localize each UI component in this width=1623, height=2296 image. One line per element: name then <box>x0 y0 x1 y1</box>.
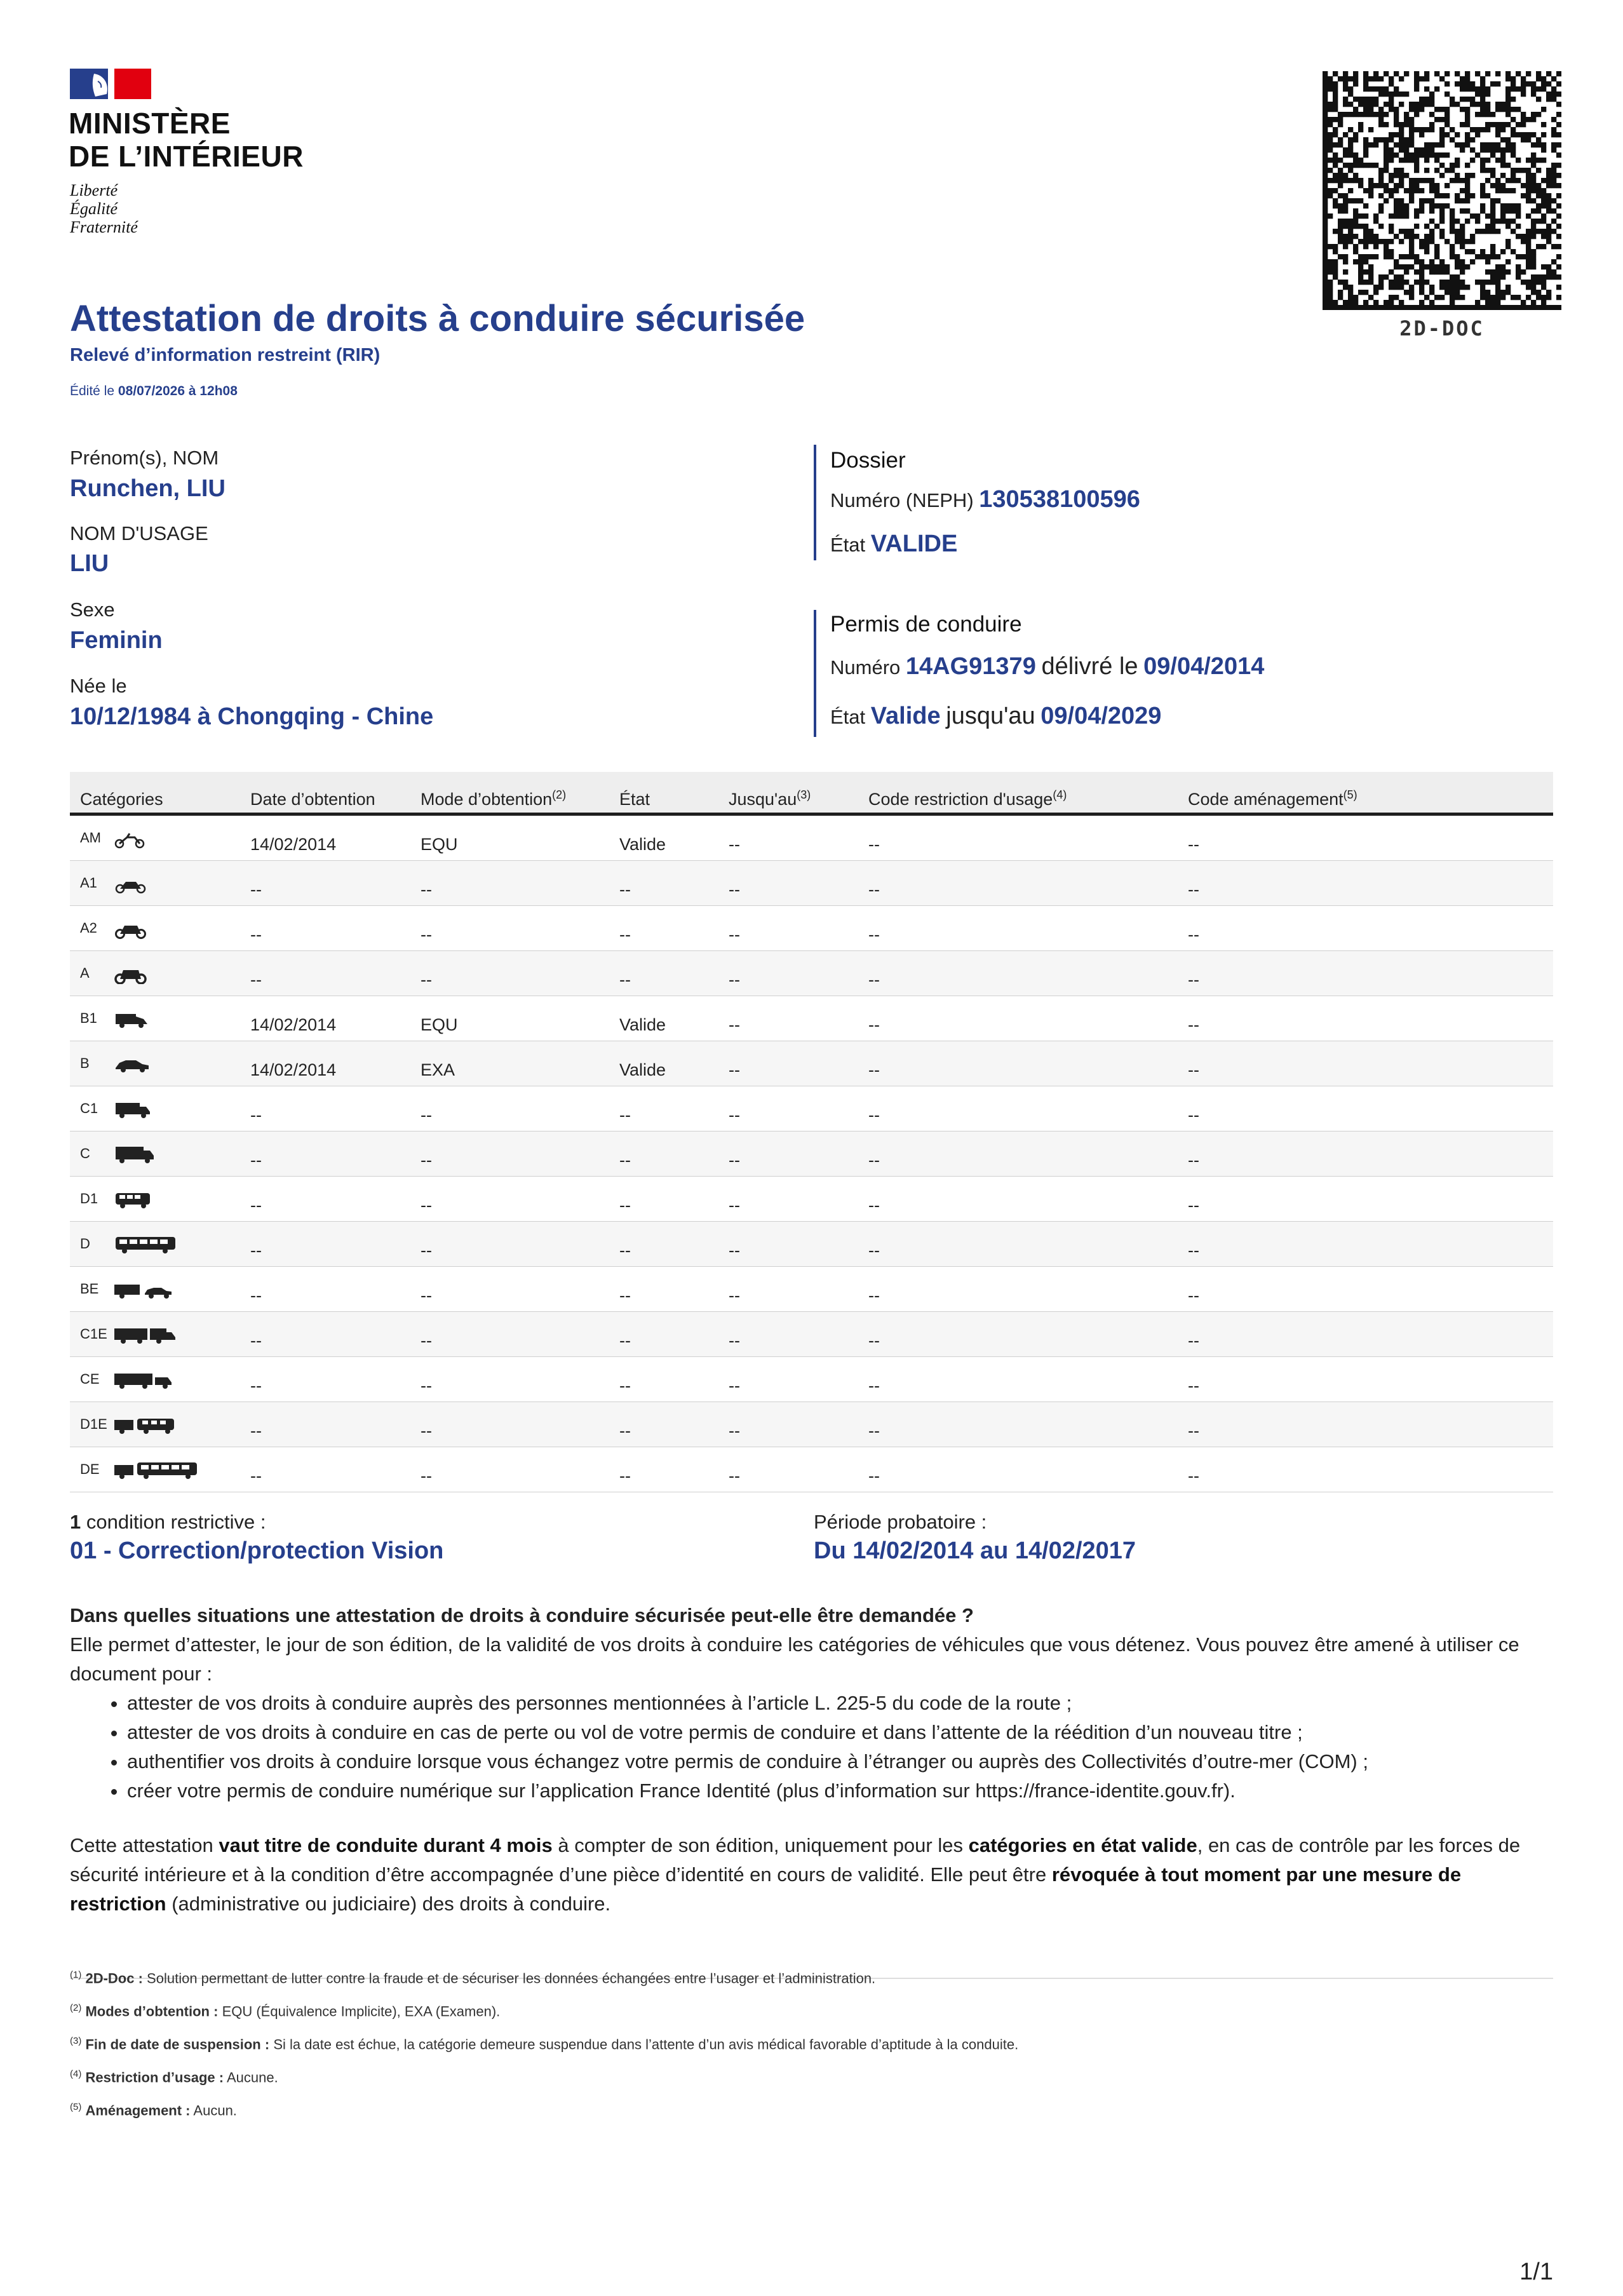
birth-label: Née le <box>70 675 127 697</box>
para-bold: révoquée à tout moment par une mesure de restriction <box>70 1863 1462 1915</box>
cell-mode: -- <box>421 1286 432 1305</box>
light-truck-trailer-icon <box>114 1327 203 1345</box>
cell-mode: -- <box>421 1331 432 1350</box>
cell-restriction: -- <box>868 1196 880 1215</box>
col-date <box>250 788 375 809</box>
cell-amenagement: -- <box>1188 1466 1199 1485</box>
list-item: • créer votre permis de conduire numérique sur l’application France Identité (plus d’information sur https://france-identite.gouv.fr). <box>127 1776 1556 1806</box>
footnote-text: Si la date est échue, la catégorie demeure suspendue dans l’attente d’un avis médical favorable d’aptitude à la conduite. <box>273 2036 1019 2053</box>
cell-state: -- <box>619 1286 631 1305</box>
cell-amenagement: -- <box>1188 1151 1199 1170</box>
usage-name-label: NOM D'USAGE <box>70 522 208 544</box>
2d-doc-label: 2D-DOC <box>1399 316 1485 341</box>
cell-mode: -- <box>421 1151 432 1170</box>
cell-amenagement: -- <box>1188 1421 1199 1440</box>
cell-restriction: -- <box>868 1060 880 1079</box>
cell-until: -- <box>729 1421 740 1440</box>
table-row <box>70 951 1553 996</box>
cell-until: -- <box>729 1151 740 1170</box>
table-row <box>70 1131 1553 1177</box>
cell-amenagement: -- <box>1188 1105 1199 1124</box>
cell-state: -- <box>619 1151 631 1170</box>
restriction-count-number: 1 <box>70 1511 81 1533</box>
cell-amenagement: -- <box>1188 925 1199 944</box>
col-state <box>619 788 650 809</box>
cell-restriction: -- <box>868 925 880 944</box>
cell-mode: EQU <box>421 835 458 854</box>
category-code: D1E <box>80 1416 107 1432</box>
2d-doc-barcode <box>1323 71 1561 310</box>
cell-amenagement: -- <box>1188 1241 1199 1260</box>
category-code: C1E <box>80 1326 107 1342</box>
col-label: Jusqu'au <box>729 790 797 809</box>
cell-state: Valide <box>619 1060 666 1079</box>
sex-value: Feminin <box>70 627 163 654</box>
birth-value: 10/12/1984 à Chongqing - Chine <box>70 703 434 730</box>
permit-state-row <box>830 703 1161 730</box>
cell-state: -- <box>619 925 631 944</box>
use-cases-list <box>70 1689 1556 1806</box>
cell-until: -- <box>729 925 740 944</box>
footnote-text: Aucune. <box>226 2069 278 2086</box>
footnote-term: Modes d’obtention : <box>85 2003 219 2020</box>
cell-restriction: -- <box>868 835 880 854</box>
dossier-state-row <box>830 530 957 558</box>
list-item: • authentifier vos droits à conduire lorsque vous échangez votre permis de conduire à l’étranger ou auprès des Collectivités d’outre-mer (COM) ; <box>127 1747 1556 1776</box>
cell-state: -- <box>619 1376 631 1395</box>
bus-icon <box>114 1237 203 1255</box>
permit-number-value: 14AG91379 <box>905 653 1036 680</box>
category-code: D <box>80 1236 90 1252</box>
sex-label: Sexe <box>70 598 115 621</box>
cell-mode: -- <box>421 1105 432 1124</box>
footnote-text: EQU (Équivalence Implicite), EXA (Examen). <box>222 2003 501 2020</box>
cell-amenagement: -- <box>1188 970 1199 989</box>
list-item: • attester de vos droits à conduire auprès des personnes mentionnées à l’article L. 225-5 du code de la route ; <box>127 1689 1556 1718</box>
permit-issued-value: 09/04/2014 <box>1143 653 1265 680</box>
para-part: à compter de son édition, uniquement pour les <box>558 1834 963 1856</box>
cell-date: -- <box>250 880 262 899</box>
cell-restriction: -- <box>868 1376 880 1395</box>
footnote-num: (5) <box>70 2102 82 2112</box>
table-row <box>70 1402 1553 1447</box>
cell-mode: -- <box>421 880 432 899</box>
footnote-num: (3) <box>70 2036 82 2046</box>
col-sup: (3) <box>797 788 811 801</box>
dossier-number-label: Numéro (NEPH) <box>830 489 974 511</box>
category-code: A1 <box>80 875 97 891</box>
cell-amenagement: -- <box>1188 1060 1199 1079</box>
car-trailer-icon <box>114 1282 203 1300</box>
ministry-line-1: MINISTÈRE <box>69 107 231 140</box>
heavy-motorcycle-icon <box>114 966 203 984</box>
category-code: C <box>80 1145 90 1161</box>
col-sup: (4) <box>1053 788 1067 801</box>
categories-table <box>70 772 1553 1492</box>
cell-mode: -- <box>421 1241 432 1260</box>
cell-restriction: -- <box>868 880 880 899</box>
dossier-accent-bar <box>814 445 816 560</box>
col-label: Code aménagement <box>1188 790 1344 809</box>
cell-amenagement: -- <box>1188 1331 1199 1350</box>
table-body <box>70 816 1553 1492</box>
permit-state-value: Valide <box>870 703 941 729</box>
cell-until: -- <box>729 1015 740 1034</box>
permit-until-text: jusqu'au <box>946 703 1035 729</box>
moped-icon <box>114 831 203 849</box>
para-part: Cette attestation <box>70 1834 213 1856</box>
cell-until: -- <box>729 835 740 854</box>
footnote-term: Restriction d’usage : <box>85 2069 224 2086</box>
cell-until: -- <box>729 1196 740 1215</box>
cell-mode: -- <box>421 970 432 989</box>
bus-trailer-icon <box>114 1462 203 1480</box>
category-code: DE <box>80 1461 100 1477</box>
motto-egalite: Égalité <box>70 199 118 218</box>
cell-date: -- <box>250 1376 262 1395</box>
light-truck-icon <box>114 1102 203 1119</box>
explanation-question: Dans quelles situations une attestation de droits à conduire sécurisée peut-elle être demandée ? <box>70 1604 974 1626</box>
cell-mode: -- <box>421 1466 432 1485</box>
dossier-state-label: État <box>830 534 866 556</box>
col-label: Code restriction d'usage <box>868 790 1053 809</box>
cell-until: -- <box>729 1105 740 1124</box>
cell-date: -- <box>250 970 262 989</box>
cell-until: -- <box>729 1241 740 1260</box>
table-row <box>70 1357 1553 1402</box>
col-until <box>729 788 811 809</box>
footnote-4 <box>70 2069 278 2086</box>
footnote-1 <box>70 1969 875 1987</box>
cell-date: -- <box>250 1331 262 1350</box>
explanation-intro: Elle permet d’attester, le jour de son édition, de la validité de vos droits à conduire les catégories de véhicules que vous détenez. Vous pouvez être amené à utiliser ce document pour : <box>70 1633 1519 1685</box>
ministry-line-2: DE L’INTÉRIEUR <box>69 140 304 173</box>
edition-date <box>70 384 238 399</box>
table-row <box>70 906 1553 951</box>
footnote-num: (1) <box>70 1969 82 1980</box>
table-row <box>70 1222 1553 1267</box>
dossier-number-value: 130538100596 <box>979 486 1140 513</box>
footnote-3 <box>70 2036 1018 2053</box>
col-sup: (2) <box>552 788 567 801</box>
category-code: C1 <box>80 1100 98 1116</box>
permit-issued-text: délivré le <box>1041 653 1138 680</box>
table-row <box>70 1267 1553 1312</box>
col-label: Catégories <box>80 790 163 809</box>
cell-date: 14/02/2014 <box>250 1060 337 1079</box>
ministry-name <box>69 107 304 173</box>
cell-amenagement: -- <box>1188 835 1199 854</box>
cell-restriction: -- <box>868 970 880 989</box>
cell-restriction: -- <box>868 1015 880 1034</box>
permit-until-value: 09/04/2029 <box>1040 703 1162 729</box>
cell-amenagement: -- <box>1188 1015 1199 1034</box>
probation-label: Période probatoire : <box>814 1511 987 1533</box>
cell-date: -- <box>250 1196 262 1215</box>
cell-amenagement: -- <box>1188 1376 1199 1395</box>
cell-until: -- <box>729 880 740 899</box>
edition-date-value: 08/07/2026 à 12h08 <box>118 384 238 398</box>
cell-until: -- <box>729 1331 740 1350</box>
col-amenagement <box>1188 788 1357 809</box>
cell-mode: EQU <box>421 1015 458 1034</box>
cell-state: -- <box>619 970 631 989</box>
usage-name-value: LIU <box>70 550 109 577</box>
cell-mode: -- <box>421 1421 432 1440</box>
cell-date: -- <box>250 1286 262 1305</box>
footnote-num: (2) <box>70 2002 82 2013</box>
quadricycle-icon <box>114 1011 203 1029</box>
permit-number-label: Numéro <box>830 656 901 679</box>
dossier-state-value: VALIDE <box>870 530 958 557</box>
cell-amenagement: -- <box>1188 880 1199 899</box>
cell-state: -- <box>619 1241 631 1260</box>
cell-restriction: -- <box>868 1331 880 1350</box>
cell-state: -- <box>619 1196 631 1215</box>
truck-icon <box>114 1147 203 1165</box>
motorcycle-icon <box>114 921 203 939</box>
cell-restriction: -- <box>868 1421 880 1440</box>
table-header <box>70 772 1553 816</box>
table-row <box>70 996 1553 1041</box>
col-label: État <box>619 790 650 809</box>
cell-restriction: -- <box>868 1151 880 1170</box>
col-label: Mode d’obtention <box>421 790 553 809</box>
marianne-flag-logo <box>70 69 151 99</box>
cell-amenagement: -- <box>1188 1286 1199 1305</box>
permit-number-row <box>830 653 1264 680</box>
cell-date: -- <box>250 1151 262 1170</box>
truck-trailer-icon <box>114 1372 203 1390</box>
minibus-trailer-icon <box>114 1417 203 1435</box>
motto-liberte: Liberté <box>70 181 118 199</box>
cell-mode: -- <box>421 1196 432 1215</box>
category-code: AM <box>80 830 101 846</box>
cell-state: -- <box>619 1421 631 1440</box>
restriction-count-label: condition restrictive : <box>86 1511 266 1533</box>
category-code: B <box>80 1055 90 1071</box>
table-row <box>70 1312 1553 1357</box>
cell-restriction: -- <box>868 1105 880 1124</box>
cell-restriction: -- <box>868 1286 880 1305</box>
cell-state: Valide <box>619 1015 666 1034</box>
cell-state: -- <box>619 1466 631 1485</box>
category-code: D1 <box>80 1191 98 1206</box>
cell-mode: EXA <box>421 1060 455 1079</box>
cell-date: 14/02/2014 <box>250 835 337 854</box>
para-bold: catégories en état valide <box>968 1834 1197 1856</box>
republic-motto <box>70 181 138 236</box>
footnote-2 <box>70 2002 500 2020</box>
explanation-block <box>70 1601 1556 1919</box>
para-part: , en cas de contrôle par les forces de sécurité intérieure et à la condition d’être accompagnée d’une pièce d’identité en cours de validité. Elle peut être <box>70 1834 1521 1886</box>
cell-date: 14/02/2014 <box>250 1015 337 1034</box>
col-mode <box>421 788 566 809</box>
cell-until: -- <box>729 1466 740 1485</box>
name-value: Runchen, LIU <box>70 475 226 502</box>
dossier-title: Dossier <box>830 448 906 473</box>
restriction-value: 01 - Correction/protection Vision <box>70 1537 444 1564</box>
table-row <box>70 1086 1553 1131</box>
motto-fraternite: Fraternité <box>70 218 138 236</box>
table-row <box>70 816 1553 861</box>
footnote-num: (4) <box>70 2069 82 2079</box>
col-restriction <box>868 788 1067 809</box>
footnote-term: 2D-Doc : <box>85 1970 143 1987</box>
edition-date-label: Édité le <box>70 384 115 398</box>
permit-state-label: État <box>830 706 866 728</box>
cell-state: -- <box>619 1331 631 1350</box>
table-row <box>70 1177 1553 1222</box>
table-row <box>70 861 1553 906</box>
cell-date: -- <box>250 1466 262 1485</box>
category-code: A <box>80 965 90 981</box>
footnote-text: Solution permettant de lutter contre la fraude et de sécuriser les données échangées entre l’usager et l’administration. <box>147 1970 876 1987</box>
para-bold: vaut titre de conduite durant 4 mois <box>219 1834 553 1856</box>
minibus-icon <box>114 1192 203 1210</box>
cell-amenagement: -- <box>1188 1196 1199 1215</box>
category-code: B1 <box>80 1010 97 1026</box>
col-sup: (5) <box>1343 788 1357 801</box>
footnote-5 <box>70 2102 237 2119</box>
permit-accent-bar <box>814 610 816 737</box>
page-subtitle: Relevé d’information restreint (RIR) <box>70 345 380 365</box>
cell-restriction: -- <box>868 1466 880 1485</box>
cell-date: -- <box>250 1105 262 1124</box>
restriction-count <box>70 1511 266 1534</box>
cell-until: -- <box>729 1060 740 1079</box>
footnote-text: Aucun. <box>193 2102 237 2119</box>
cell-state: -- <box>619 880 631 899</box>
cell-state: Valide <box>619 835 666 854</box>
dossier-number-row <box>830 486 1140 513</box>
cell-mode: -- <box>421 925 432 944</box>
table-row <box>70 1041 1553 1086</box>
category-code: A2 <box>80 920 97 936</box>
para-part: (administrative ou judiciaire) des droits à conduire. <box>172 1893 611 1915</box>
col-label: Date d’obtention <box>250 790 375 809</box>
name-label: Prénom(s), NOM <box>70 447 219 469</box>
cell-date: -- <box>250 925 262 944</box>
footnote-term: Fin de date de suspension : <box>85 2036 270 2053</box>
col-categories <box>80 788 163 809</box>
category-code: BE <box>80 1281 99 1297</box>
footnote-term: Aménagement : <box>85 2102 191 2119</box>
car-icon <box>114 1057 203 1074</box>
page-number: 1/1 <box>1519 2259 1553 2285</box>
cell-mode: -- <box>421 1376 432 1395</box>
cell-date: -- <box>250 1241 262 1260</box>
cell-until: -- <box>729 1376 740 1395</box>
light-motorcycle-icon <box>114 876 203 894</box>
probation-value: Du 14/02/2014 au 14/02/2017 <box>814 1537 1136 1564</box>
page-title: Attestation de droits à conduire sécurisée <box>70 298 805 339</box>
category-code: CE <box>80 1371 100 1387</box>
cell-until: -- <box>729 1286 740 1305</box>
cell-restriction: -- <box>868 1241 880 1260</box>
table-row <box>70 1447 1553 1492</box>
cell-date: -- <box>250 1421 262 1440</box>
permit-title: Permis de conduire <box>830 612 1022 637</box>
list-item: • attester de vos droits à conduire en cas de perte ou vol de votre permis de conduire et dans l’attente de la réédition d’un nouveau titre ; <box>127 1718 1556 1747</box>
validity-paragraph <box>70 1831 1556 1919</box>
cell-state: -- <box>619 1105 631 1124</box>
cell-until: -- <box>729 970 740 989</box>
